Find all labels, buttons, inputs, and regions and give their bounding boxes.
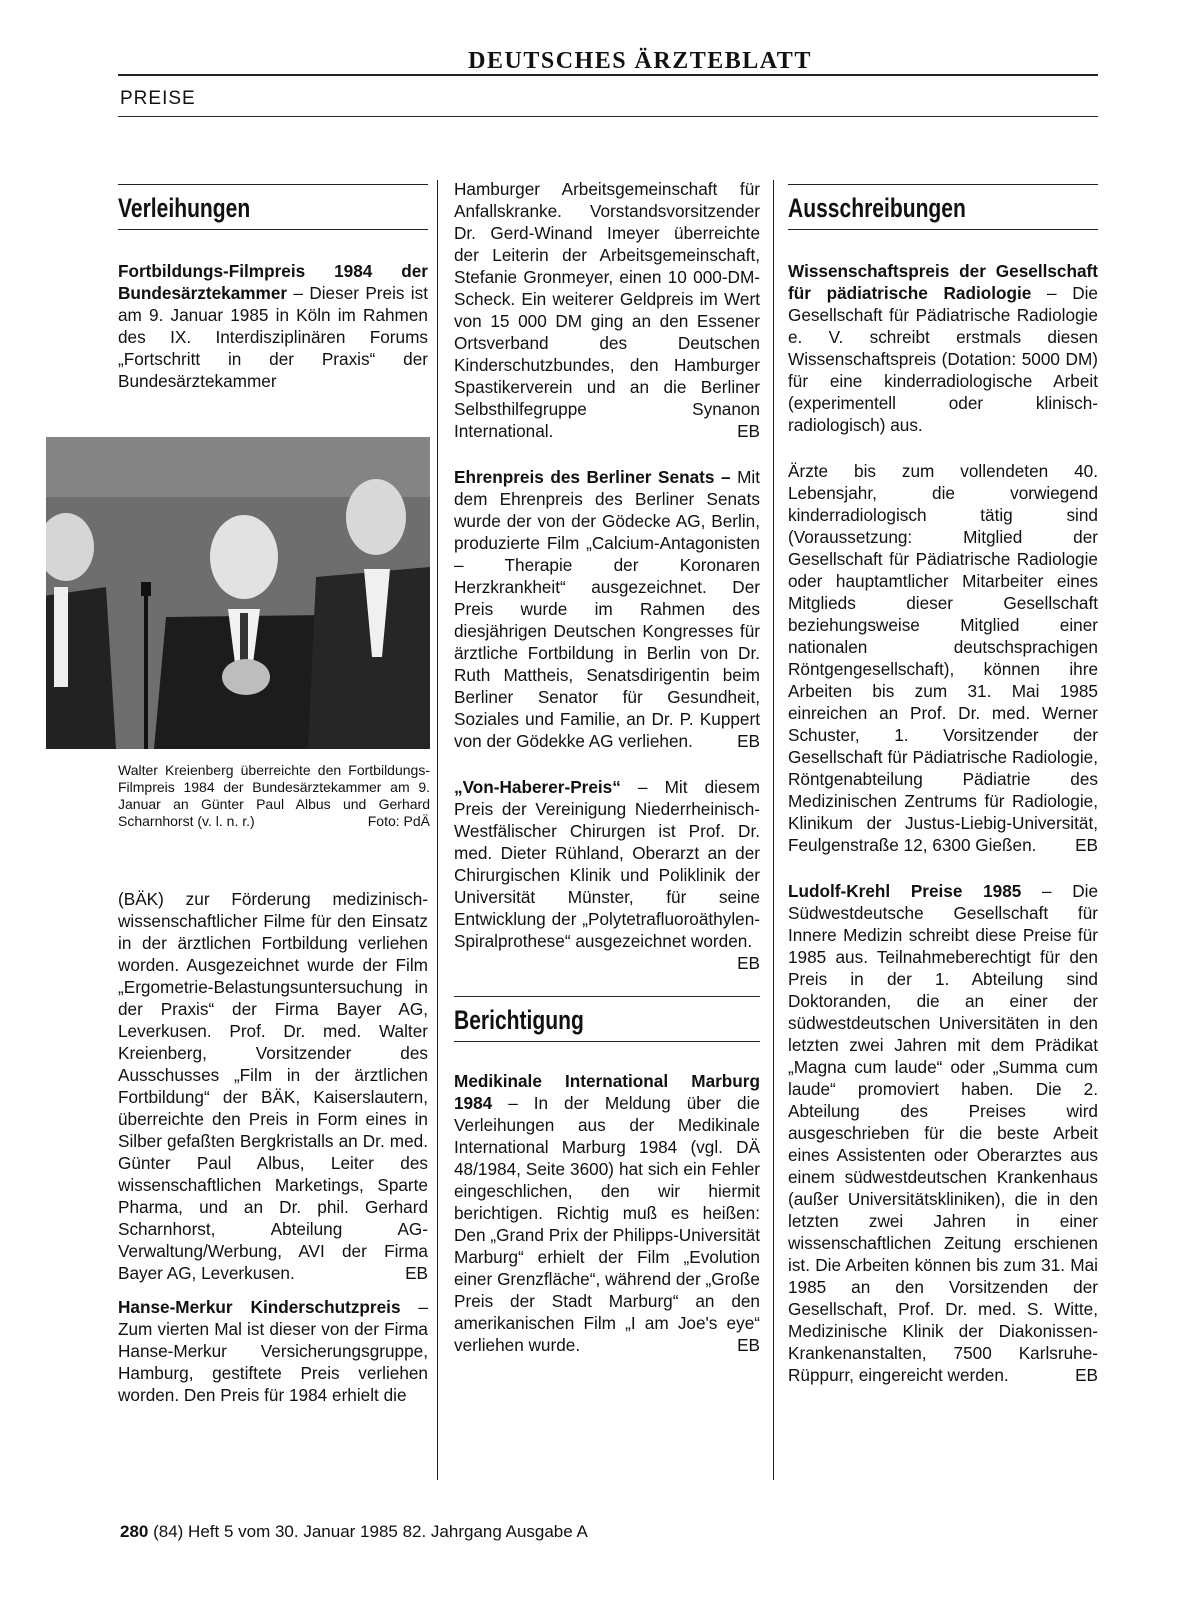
page-number: 280 [120, 1522, 149, 1541]
column-1-bottom [118, 888, 428, 1418]
article-signature: EB [1075, 1365, 1098, 1385]
column-1-top [118, 184, 428, 404]
article-filmpreis-continued [118, 888, 428, 1284]
caption-text: Walter Kreienberg überreichte den Fortbildungs-Filmpreis 1984 der Bundesärztekammer am 9. Januar an Günter Paul Albus und Gerhard Scharnhorst (v. l. n. r.) [118, 762, 430, 829]
article-text: – In der Meldung über die Verleihungen aus der Medikinale International Marburg 1984 (vgl. DÄ 48/1984, Seite 3600) hat sich ein Fehler eingeschlichen, den wir hiermit berichtigen. Richtig muß es heißen: Den „Grand Prix der Philipps-Universität Marburg“ erhielt der Film „Evolution einer Grenzfläche“, während der „Große Preis der Stadt Marburg“ an den amerikanischen Film „I am Joe's eye“ verliehen wurde. [454, 1093, 760, 1355]
article-title: Hanse-Merkur Kinderschutzpreis [118, 1297, 401, 1317]
heading-rule-bottom [788, 229, 1098, 230]
issue-info: (84) Heft 5 vom 30. Januar 1985 82. Jahrgang Ausgabe A [148, 1522, 588, 1541]
heading-berichtigung: Berichtigung [454, 1005, 584, 1035]
article-signature: EB [737, 953, 760, 973]
article-text: Mit dem Ehrenpreis des Berliner Senats wurde der von der Gödecke AG, Berlin, produzierte Film „Calcium-Antagonisten – Therapie der Koronaren Herzkrankheit“ ausgezeichnet. Der Preis wurde im Rahmen des diesjährigen Deutschen Kongresses für ärztliche Fortbildung in Berlin von Dr. Ruth Mattheis, Senatsdirigentin beim Berliner Senator für Gesundheit, Soziales und Familie, an Dr. P. Kuppert von der Gödekke AG verliehen. [454, 467, 761, 751]
article-text: – Die Gesellschaft für Pädiatrische Radiologie e. V. schreibt erstmals diesen Wissenschaftspreis (Dotation: 5000 DM) für eine kinderradiologische Arbeit (experimentell oder klinisch-radiologisch) aus. [788, 283, 1098, 435]
award-photo [46, 437, 430, 749]
heading-rule-bottom [454, 1041, 760, 1042]
article-signature: EB [737, 731, 760, 751]
article-text: – Dieser Preis ist am 9. Januar 1985 in Köln im Rahmen des IX. Interdisziplinären Forums „Fortschritt in der Praxis“ der Bundesärztekammer [118, 283, 428, 391]
article-hanse-merkur-continued [454, 178, 760, 442]
article-signature: EB [1075, 835, 1098, 855]
heading-verleihungen: Verleihungen [118, 193, 251, 223]
article-title: „Von-Haberer-Preis“ [454, 777, 621, 797]
section-rule [118, 116, 1098, 117]
article-text: (BÄK) zur Förderung medizinisch-wissenschaftlicher Filme für den Einsatz in der ärztlichen Fortbildung verliehen worden. Ausgezeichnet wurde der Film „Ergometrie-Belastungsuntersuchung in der Praxis“ der Firma Bayer AG, Leverkusen. Prof. Dr. med. Walter Kreienberg, Vorsitzender des Ausschusses „Film in der ärztlichen Fortbildung“ der BÄK, Kaiserslautern, überreichte den Preis in Form eines in Silber gefaßten Bergkristalls an Dr. med. Günter Paul Albus, Leiter des wissenschaftlichen Marketings, Sparte Pharma, und an Dr. phil. Gerhard Scharnhorst, Abteilung AG-Verwaltung/Werbung, AVI der Firma Bayer AG, Leverkusen. [118, 889, 428, 1283]
article-von-haberer [454, 776, 760, 973]
column-2 [454, 178, 760, 1368]
article-text: – Zum vierten Mal ist dieser von der Firma Hanse-Merkur Versicherungsgruppe, Hamburg, gestiftete Preis verliehen worden. Den Preis für 1984 erhielt die [118, 1297, 428, 1405]
masthead-rule [118, 74, 1098, 76]
article-ehrenpreis [454, 466, 760, 752]
column-divider-2 [773, 180, 774, 1480]
photo-illustration [46, 437, 430, 749]
article-signature: EB [737, 421, 760, 441]
photo-caption [118, 762, 430, 830]
heading-ausschreibungen: Ausschreibungen [788, 193, 966, 223]
article-medikinale [454, 1070, 760, 1356]
article-hanse-merkur [118, 1296, 428, 1406]
article-text: – Die Südwestdeutsche Gesellschaft für Innere Medizin schreibt diese Preise für 1985 aus. Teilnahmeberechtigt für den Preis in der 1. Abteilung sind Doktoranden, die an einer der südwestdeutschen Universitäten in den letzten zwei Jahren mit dem Prädikat „Magna cum laude“ oder „Summa cum laude“ promoviert haben. Die 2. Abteilung des Preises wird ausgeschrieben für die beste Arbeit eines Assistenten oder Oberarztes aus einem südwestdeutschen Krankenhaus (außer Universitätskliniken), die in den letzten zwei Jahren in einer wissenschaftlichen Zeitung erschienen ist. Die Arbeiten können bis zum 31. Mai 1985 an den Vorsitzenden der Gesellschaft, Prof. Dr. med. S. Witte, Medizinische Klinik der Diakonissen-Krankenanstalten, 7500 Karlsruhe-Rüppurr, eingereicht werden. [788, 881, 1099, 1385]
article-title: Wissenschaftspreis der Gesellschaft für pädiatrische Radiologie [788, 261, 1098, 303]
article-title: Ehrenpreis des Berliner Senats – [454, 467, 731, 487]
article-title: Ludolf-Krehl Preise 1985 [788, 881, 1022, 901]
column-divider-1 [437, 180, 438, 1480]
heading-rule-bottom [118, 229, 428, 230]
article-title: Medikinale International Marburg 1984 [454, 1071, 760, 1113]
article-filmpreis-intro [118, 260, 428, 392]
article-text: Hamburger Arbeitsgemeinschaft für Anfallskranke. Vorstandsvorsitzender Dr. Gerd-Winand Imeyer überreichte der Leiterin der Arbeitsgemeinschaft, Stefanie Gronmeyer, einen 10 000-DM-Scheck. Ein weiterer Geldpreis im Wert von 15 000 DM ging an den Essener Ortsverband des Deutschen Kinderschutzbundes, den Hamburger Spastikerverein und an die Berliner Selbsthilfegruppe Synanon International. [454, 179, 760, 441]
article-text: Ärzte bis zum vollendeten 40. Lebensjahr, die vorwiegend kinderradiologisch tätig sind (Voraussetzung: Mitglied der Gesellschaft für Pädiatrische Radiologie oder hauptamtlicher Mitarbeiter eines Mitglieds dieser Gesellschaft beziehungsweise Mitglied einer nationalen deutschsprachigen Röntgengesellschaft), können ihre Arbeiten bis zum 31. Mai 1985 einreichen an Prof. Dr. med. Werner Schuster, 1. Vorsitzender der Gesellschaft für Pädiatrische Radiologie, Röntgenabteilung Pädiatrie des Medizinischen Zentrums für Radiologie, Klinikum der Justus-Liebig-Universität, Feulgenstraße 12, 6300 Gießen. [788, 461, 1098, 855]
article-signature: EB [737, 1335, 760, 1355]
article-wissenschaftspreis [788, 260, 1098, 436]
masthead: DEUTSCHES ÄRZTEBLATT [468, 48, 812, 74]
section-label: PREISE [120, 88, 196, 109]
article-ludolf-krehl [788, 880, 1098, 1386]
article-text: – Mit diesem Preis der Vereinigung Niederrheinisch-Westfälischer Chirurgen ist Prof. Dr. med. Dieter Rühland, Oberarzt an der Chirurgischen Klinik und Poliklinik der Universität Münster, für seine Entwicklung der „Polytetrafluoroäthylen-Spiralprothese“ ausgezeichnet worden. [454, 777, 760, 951]
page-footer [120, 1522, 588, 1542]
article-signature: EB [405, 1263, 428, 1283]
column-3 [788, 184, 1098, 1398]
article-title: Fortbildungs-Filmpreis 1984 der Bundesärztekammer [118, 261, 428, 303]
caption-credit: Foto: PdÄ [367, 813, 430, 829]
article-wissenschaftspreis-conditions [788, 460, 1098, 856]
